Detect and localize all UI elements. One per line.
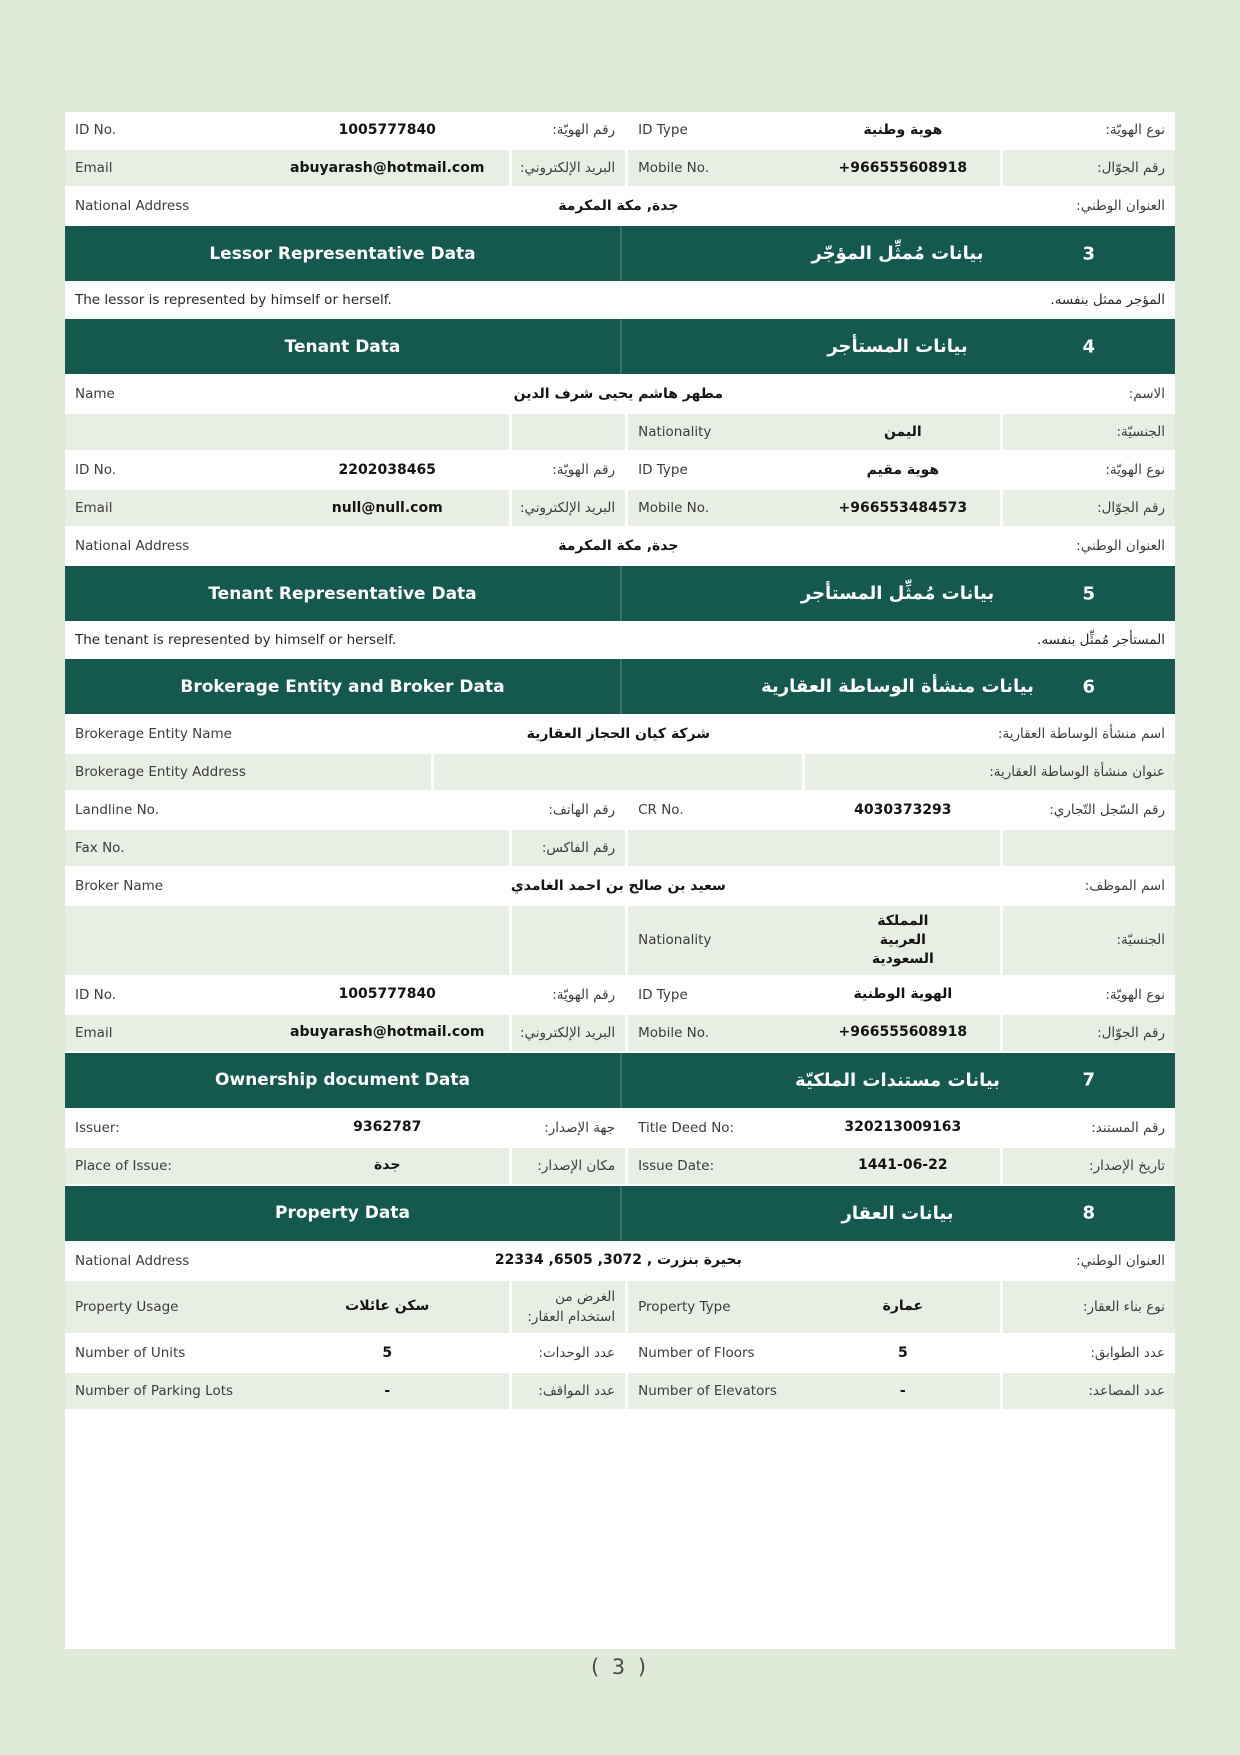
field-label-en: Email [75, 159, 113, 176]
field-row [65, 112, 1175, 148]
section-title-ar: بيانات منشأة الوساطة العقارية [761, 676, 1034, 697]
field-label-ar: رقم الجوّال: [1097, 499, 1165, 516]
field-label-ar: البريد الإلكتروني: [519, 159, 616, 176]
field-label-ar: نوع الهويّة: [1105, 461, 1165, 478]
field-label-ar-cell [805, 528, 1175, 564]
field-value: 5 [382, 1344, 393, 1361]
field-label-en: Brokerage Entity Name [75, 725, 232, 742]
statement-en: The lessor is represented by himself or herself. [75, 292, 392, 308]
section-title-ar: بيانات العقار [841, 1202, 954, 1224]
field-label-ar: عدد الطوابق: [1090, 1345, 1165, 1362]
field-value [265, 426, 509, 438]
field-label-ar-cell [512, 1335, 625, 1371]
field-value [265, 804, 509, 816]
field-value: سعيد بن صالح بن احمد الغامدي [510, 877, 726, 894]
field-label-ar: جهة الإصدار: [544, 1119, 616, 1136]
section-number: 5 [1082, 583, 1095, 604]
field-value: 320213009163 [844, 1119, 962, 1136]
field-label-ar-cell [512, 490, 625, 526]
section-title-en-cell [65, 226, 620, 281]
field-row [65, 1148, 1175, 1184]
section-header-8 [65, 1186, 1175, 1241]
field-group [628, 414, 1000, 450]
field-label-en: Number of Units [75, 1345, 186, 1362]
field-row [65, 1281, 1175, 1334]
field-label-ar [609, 426, 625, 438]
field-group [628, 490, 1000, 526]
field-group [65, 1110, 509, 1146]
field-label-ar-cell [512, 830, 625, 866]
field-label-ar: العنوان الوطني: [1076, 1252, 1165, 1269]
field-label-ar-cell [1003, 1110, 1175, 1146]
field-group [65, 452, 509, 488]
section-title-en: Brokerage Entity and Broker Data [180, 676, 505, 697]
field-row [65, 414, 1175, 450]
field-value-cell [434, 188, 802, 224]
field-label-ar-cell [805, 716, 1175, 752]
field-label-en: Name [75, 385, 115, 402]
section-title-en-cell [65, 566, 620, 621]
section-title-ar-cell [620, 319, 1175, 374]
field-label-ar [609, 934, 625, 946]
field-label-en: ID No. [75, 461, 117, 478]
field-label-en: Number of Parking Lots [75, 1383, 234, 1400]
section-title-ar: بيانات مُمثِّل المؤجّر [811, 243, 984, 264]
field-value: 2202038465 [338, 461, 436, 478]
field-label-ar-cell [512, 1281, 625, 1334]
field-label-ar: رقم الفاكس: [541, 839, 616, 856]
field-group [628, 1281, 1000, 1334]
field-label-en-cell [65, 528, 431, 564]
field-label-en: Property Usage [75, 1298, 179, 1315]
section-header-3 [65, 226, 1175, 281]
field-label-ar-cell [805, 188, 1175, 224]
field-label-ar: اسم الموظف: [1084, 877, 1165, 894]
field-label-en: Issue Date: [638, 1157, 715, 1174]
field-label-ar: الجنسيّة: [1116, 932, 1165, 949]
field-value: شركة كيان الحجاز العقارية [526, 725, 711, 742]
section-number: 7 [1082, 1069, 1095, 1091]
field-label-en: ID No. [75, 121, 117, 138]
field-label-en: Title Deed No: [638, 1119, 735, 1136]
field-label-ar-cell [1003, 1281, 1175, 1334]
field-row-full [65, 528, 1175, 564]
field-group [65, 977, 509, 1013]
field-label-en: Broker Name [75, 877, 164, 894]
field-value: abuyarash@hotmail.com [290, 159, 485, 176]
field-label-ar: رقم المستند: [1091, 1119, 1165, 1136]
field-label-ar: نوع الهويّة: [1105, 986, 1165, 1003]
field-label-en [628, 842, 806, 854]
statement-en: The tenant is represented by himself or herself. [75, 632, 397, 648]
field-label-ar: البريد الإلكتروني: [519, 1024, 616, 1041]
section-header-7 [65, 1053, 1175, 1108]
field-label-ar-cell [512, 1015, 625, 1051]
field-row [65, 490, 1175, 526]
field-label-en: CR No. [638, 801, 684, 818]
field-value: مطهر هاشم يحيى شرف الدين [513, 385, 724, 402]
field-label-en-cell [65, 868, 431, 904]
field-row-full [65, 754, 1175, 790]
field-label-ar: مكان الإصدار: [537, 1157, 616, 1174]
field-label-ar: الاسم: [1128, 385, 1165, 402]
field-group [65, 112, 509, 148]
statement-row [65, 623, 1175, 657]
section-title-ar: بيانات مُمثِّل المستأجر [800, 583, 995, 604]
field-value: هوية وطنية [863, 121, 943, 138]
field-value: 9362787 [353, 1119, 422, 1136]
section-header-4 [65, 319, 1175, 374]
field-row-full [65, 188, 1175, 224]
section-header-5 [65, 566, 1175, 621]
field-label-en: Property Type [638, 1298, 731, 1315]
field-value: سكن عائلات [345, 1298, 430, 1315]
field-label-ar-cell [512, 150, 625, 186]
field-label-en-cell [65, 1243, 431, 1279]
field-group [628, 1148, 1000, 1184]
section-title-ar-cell [620, 566, 1175, 621]
field-group [65, 830, 509, 866]
field-label-en-cell [65, 188, 431, 224]
statement-row [65, 283, 1175, 317]
field-label-ar-cell [1003, 452, 1175, 488]
section-number: 3 [1082, 243, 1095, 264]
field-value: المملكة العربية السعودية [871, 913, 934, 967]
field-label-en: Nationality [638, 423, 712, 440]
field-value [806, 842, 1000, 854]
field-row [65, 830, 1175, 866]
field-group [628, 452, 1000, 488]
field-label-en: ID Type [638, 121, 688, 138]
section-title-en-cell [65, 659, 620, 714]
field-value-cell [434, 528, 802, 564]
field-value: +966555608918 [838, 159, 968, 176]
field-label-en: Number of Floors [638, 1345, 755, 1362]
field-label-en [65, 426, 265, 438]
field-label-ar: الغرض من استخدام العقار: [527, 1288, 616, 1325]
field-label-ar-cell [805, 1243, 1175, 1279]
field-value: عمارة [882, 1298, 924, 1315]
section-header-6 [65, 659, 1175, 714]
field-label-ar-cell [1003, 1335, 1175, 1371]
statement-ar: المستأجر مُمثِّل بنفسه. [1037, 632, 1165, 648]
field-label-ar-cell [1003, 1148, 1175, 1184]
field-label-ar: عدد المصاعد: [1088, 1383, 1165, 1400]
field-group [65, 792, 509, 828]
field-label-en: Issuer: [75, 1119, 120, 1136]
field-value-cell [434, 868, 802, 904]
field-value: اليمن [883, 423, 922, 440]
field-label-ar: البريد الإلكتروني: [519, 499, 616, 516]
field-label-ar-cell [1003, 112, 1175, 148]
field-label-ar: رقم الهويّة: [552, 121, 616, 138]
field-label-ar-cell [512, 414, 625, 450]
field-label-en-cell [65, 376, 431, 412]
field-label-ar: نوع بناء العقار: [1082, 1298, 1165, 1315]
field-row [65, 1335, 1175, 1371]
field-group [628, 112, 1000, 148]
field-group [628, 1373, 1000, 1409]
field-label-ar: رقم الهويّة: [552, 986, 616, 1003]
section-number: 8 [1082, 1202, 1095, 1224]
field-label-ar-cell [512, 977, 625, 1013]
field-label-ar-cell [1003, 1373, 1175, 1409]
field-label-ar-cell [1003, 906, 1175, 975]
section-number: 4 [1082, 336, 1095, 357]
section-title-ar-cell [620, 1186, 1175, 1241]
field-label-ar-cell [805, 376, 1175, 412]
field-value: abuyarash@hotmail.com [290, 1024, 485, 1041]
field-value: 1005777840 [338, 986, 436, 1003]
section-title-en: Lessor Representative Data [209, 243, 476, 264]
field-value: هوية مقيم [866, 461, 940, 478]
field-value: +966553484573 [838, 499, 968, 516]
field-label-en: ID Type [638, 986, 688, 1003]
field-label-ar-cell [512, 1373, 625, 1409]
field-label-en: National Address [75, 197, 190, 214]
field-label-ar: عدد المواقف: [538, 1383, 616, 1400]
field-label-ar-cell [805, 754, 1175, 790]
section-title-ar: بيانات المستأجر [827, 336, 968, 357]
field-label-ar-cell [1003, 977, 1175, 1013]
field-row-full [65, 1243, 1175, 1279]
statement-ar: المؤجر ممثل بنفسه. [1050, 292, 1165, 308]
field-label-en: National Address [75, 1252, 190, 1269]
field-label-ar-cell [1003, 490, 1175, 526]
field-group [628, 792, 1000, 828]
field-label-en: Fax No. [75, 839, 125, 856]
field-value-cell [434, 1243, 802, 1279]
field-row [65, 906, 1175, 975]
field-label-ar: نوع الهويّة: [1105, 121, 1165, 138]
section-title-en-cell [65, 1186, 620, 1241]
field-group [65, 1335, 509, 1371]
field-group [65, 1281, 509, 1334]
field-label-ar: الجنسيّة: [1116, 423, 1165, 440]
section-title-ar: بيانات مستندات الملكيّة [795, 1069, 1000, 1091]
field-label-en: Brokerage Entity Address [75, 763, 246, 780]
field-label-en: Number of Elevators [638, 1383, 777, 1400]
field-value: 1441-06-22 [858, 1157, 948, 1174]
field-label-en: Mobile No. [638, 1024, 710, 1041]
field-label-ar-cell [512, 906, 625, 975]
field-label-ar-cell [512, 452, 625, 488]
field-row-full [65, 376, 1175, 412]
field-row [65, 1015, 1175, 1051]
field-group [65, 1373, 509, 1409]
section-title-en-cell [65, 319, 620, 374]
field-value: +966555608918 [838, 1024, 968, 1041]
field-label-ar-cell [512, 112, 625, 148]
field-label-ar-cell [1003, 1015, 1175, 1051]
field-value: جدة, مكة المكرمة [558, 197, 679, 214]
field-label-ar: تاريخ الإصدار: [1089, 1157, 1165, 1174]
field-value: 5 [897, 1344, 908, 1361]
field-label-ar [1159, 842, 1175, 854]
document [65, 112, 1175, 1649]
field-label-en [65, 934, 265, 946]
field-value [265, 842, 509, 854]
field-row [65, 150, 1175, 186]
field-row [65, 1373, 1175, 1409]
field-value: 4030373293 [854, 801, 952, 818]
field-label-ar: عدد الوحدات: [538, 1345, 616, 1362]
field-label-ar: العنوان الوطني: [1076, 197, 1165, 214]
field-group [65, 490, 509, 526]
field-row [65, 452, 1175, 488]
field-group [628, 1335, 1000, 1371]
field-label-en: Place of Issue: [75, 1157, 172, 1174]
field-group [65, 150, 509, 186]
field-group [628, 150, 1000, 186]
field-label-ar-cell [1003, 150, 1175, 186]
field-group [628, 906, 1000, 975]
field-row [65, 977, 1175, 1013]
field-value [265, 934, 509, 946]
section-title-en: Tenant Data [284, 336, 401, 357]
field-label-ar-cell [512, 1110, 625, 1146]
field-label-en: Mobile No. [638, 499, 710, 516]
field-label-en: National Address [75, 537, 190, 554]
field-value-cell [434, 716, 802, 752]
field-label-en: Landline No. [75, 801, 159, 818]
field-label-en: Email [75, 1024, 113, 1041]
field-label-ar: رقم الجوّال: [1097, 1024, 1165, 1041]
field-label-ar: عنوان منشأة الوساطة العقارية: [989, 763, 1165, 780]
field-value-cell [434, 754, 802, 790]
field-group [628, 977, 1000, 1013]
section-number: 6 [1082, 676, 1095, 697]
field-label-en: ID Type [638, 461, 688, 478]
section-title-en: Property Data [275, 1203, 410, 1224]
field-label-ar-cell [512, 1148, 625, 1184]
field-label-ar: اسم منشأة الوساطة العقارية: [997, 725, 1165, 742]
field-label-en: Mobile No. [638, 159, 710, 176]
section-title-en: Ownership document Data [215, 1070, 470, 1091]
field-label-ar: رقم السّجل التّجاري: [1049, 801, 1165, 818]
field-label-ar-cell [805, 868, 1175, 904]
field-row [65, 792, 1175, 828]
field-value [434, 766, 802, 778]
field-group [628, 830, 1000, 866]
section-title-en-cell [65, 1053, 620, 1108]
section-title-ar-cell [620, 1053, 1175, 1108]
field-label-ar: رقم الجوّال: [1097, 159, 1165, 176]
field-label-ar: العنوان الوطني: [1076, 537, 1165, 554]
field-label-en: Email [75, 499, 113, 516]
field-value: جدة [374, 1157, 401, 1174]
field-label-ar: رقم الهويّة: [552, 461, 616, 478]
field-value: 1005777840 [338, 121, 436, 138]
field-group [65, 414, 509, 450]
field-value: جدة, مكة المكرمة [558, 537, 679, 554]
field-label-en-cell [65, 754, 431, 790]
field-label-ar-cell [1003, 414, 1175, 450]
field-label-en: ID No. [75, 986, 117, 1003]
field-group [628, 1015, 1000, 1051]
field-value-cell [434, 376, 802, 412]
section-title-en: Tenant Representative Data [208, 583, 477, 604]
field-label-ar: رقم الهاتف: [548, 801, 616, 818]
field-row-full [65, 868, 1175, 904]
field-group [65, 1148, 509, 1184]
field-label-en-cell [65, 716, 431, 752]
field-label-en: Nationality [638, 932, 712, 949]
field-row-full [65, 716, 1175, 752]
field-value: null@null.com [331, 499, 443, 516]
field-value: - [384, 1382, 391, 1399]
section-title-ar-cell [620, 226, 1175, 281]
field-value: بحيرة بنزرت , 3072, 6505, 22334 [494, 1252, 742, 1269]
field-label-ar-cell [1003, 792, 1175, 828]
field-group [65, 906, 509, 975]
page-number: ( 3 ) [590, 1655, 650, 1679]
field-label-ar-cell [1003, 830, 1175, 866]
field-label-ar-cell [512, 792, 625, 828]
field-row [65, 1110, 1175, 1146]
field-group [65, 1015, 509, 1051]
field-group [628, 1110, 1000, 1146]
section-title-ar-cell [620, 659, 1175, 714]
field-value: - [899, 1382, 906, 1399]
field-value: الهوية الوطنية [853, 986, 953, 1003]
